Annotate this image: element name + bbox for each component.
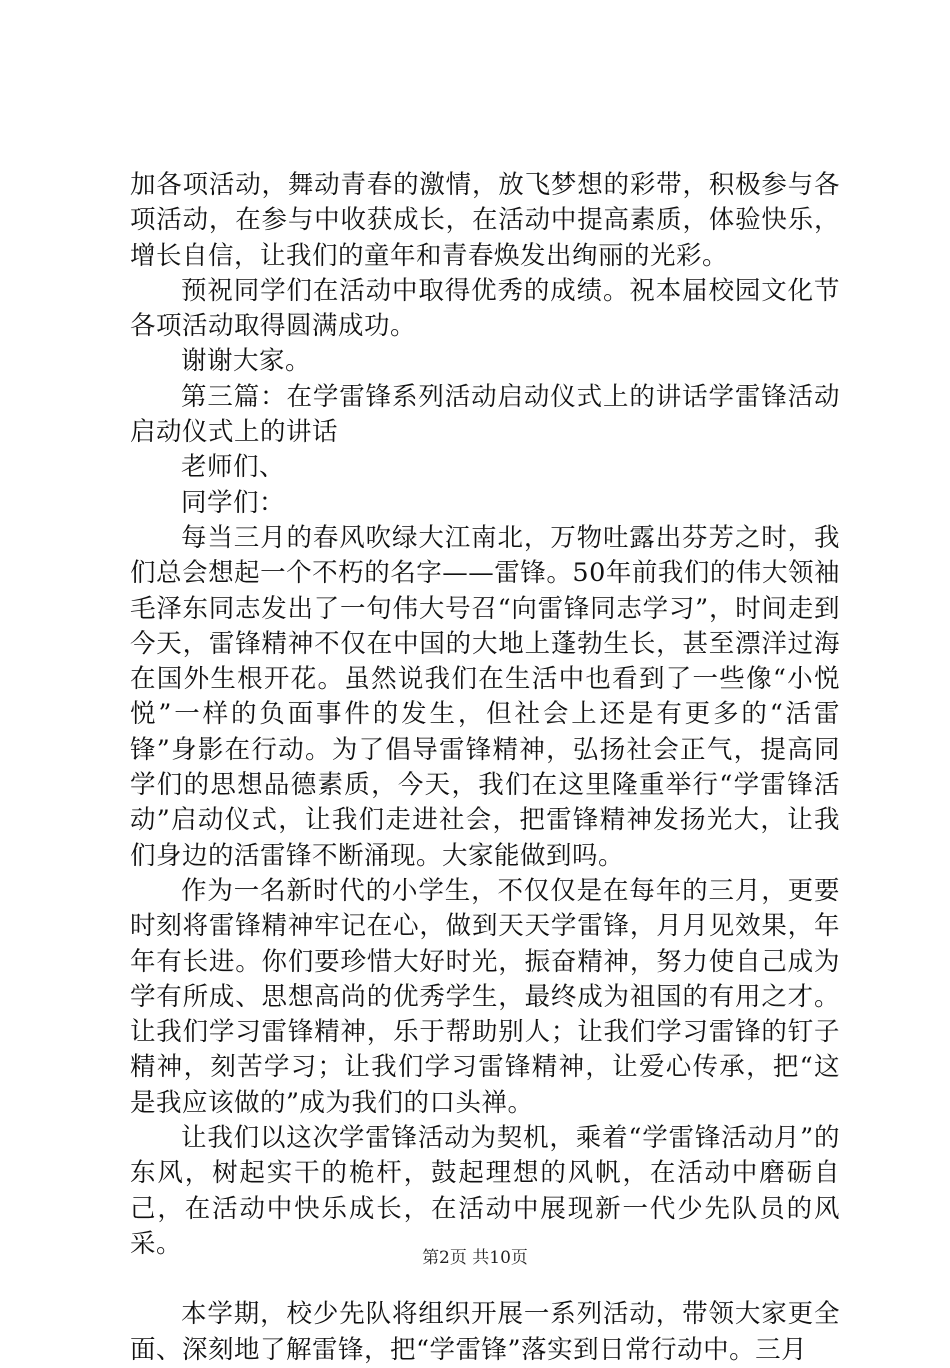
section-heading: 第三篇：在学雷锋系列活动启动仪式上的讲话学雷锋活动启动仪式上的讲话 <box>130 381 840 448</box>
paragraph-wishes: 预祝同学们在活动中取得优秀的成绩。祝本届校园文化节各项活动取得圆满成功。 <box>130 275 840 342</box>
paragraph-call-to-action: 让我们以这次学雷锋活动为契机，乘着“学雷锋活动月”的东风，树起实干的桅杆，鼓起理想的风帆，在活动中磨砺自己，在活动中快乐成长，在活动中展现新一代少先队员的风采。 <box>130 1123 840 1259</box>
salutation-teachers: 老师们、 <box>181 452 286 483</box>
document-body <box>130 168 840 1368</box>
paragraph-thanks: 谢谢大家。 <box>181 346 312 377</box>
paragraph-student-duty: 作为一名新时代的小学生，不仅仅是在每年的三月，更要时刻将雷锋精神牢记在心，做到天天学雷锋，月月见效果，年年有长进。你们要珍惜大好时光，振奋精神，努力使自己成为学有所成、思想高尚的优秀学生，最终成为祖国的有用之才。让我们学习雷锋精神，乐于帮助别人；让我们学习雷锋的钉子精神，刻苦学习；让我们学习雷锋精神，让爱心传承，把“这是我应该做的”成为我们的口头禅。 <box>130 875 840 1118</box>
page-number-footer: 第2页 共10页 <box>422 1248 528 1268</box>
paragraph-continuation: 加各项活动，舞动青春的激情，放飞梦想的彩带，积极参与各项活动，在参与中收获成长，在活动中提高素质，体验快乐，增长自信，让我们的童年和青春焕发出绚丽的光彩。 <box>130 170 840 271</box>
salutation-students: 同学们： <box>181 487 286 518</box>
paragraph-leifeng-intro: 每当三月的春风吹绿大江南北，万物吐露出芬芳之时，我们总会想起一个不朽的名字——雷锋。50年前我们的伟大领袖毛泽东同志发出了一句伟大号召“向雷锋同志学习”，时间走到今天，雷锋精神不仅在中国的大地上蓬勃生长，甚至漂洋过海在国外生根开花。虽然说我们在生活中也看到了一些像“小悦悦”一样的负面事件的发生，但社会上还是有更多的“活雷锋”身影在行动。为了倡导雷锋精神，弘扬社会正气，提高同学们的思想品德素质，今天，我们在这里隆重举行“学雷锋活动”启动仪式，让我们走进社会，把雷锋精神发扬光大，让我们身边的活雷锋不断涌现。大家能做到吗。 <box>130 522 840 871</box>
paragraph-semester-plan: 本学期，校少先队将组织开展一系列活动，带领大家更全面、深刻地了解雷锋，把“学雷锋”落实到日常行动中。三月 <box>130 1299 840 1365</box>
